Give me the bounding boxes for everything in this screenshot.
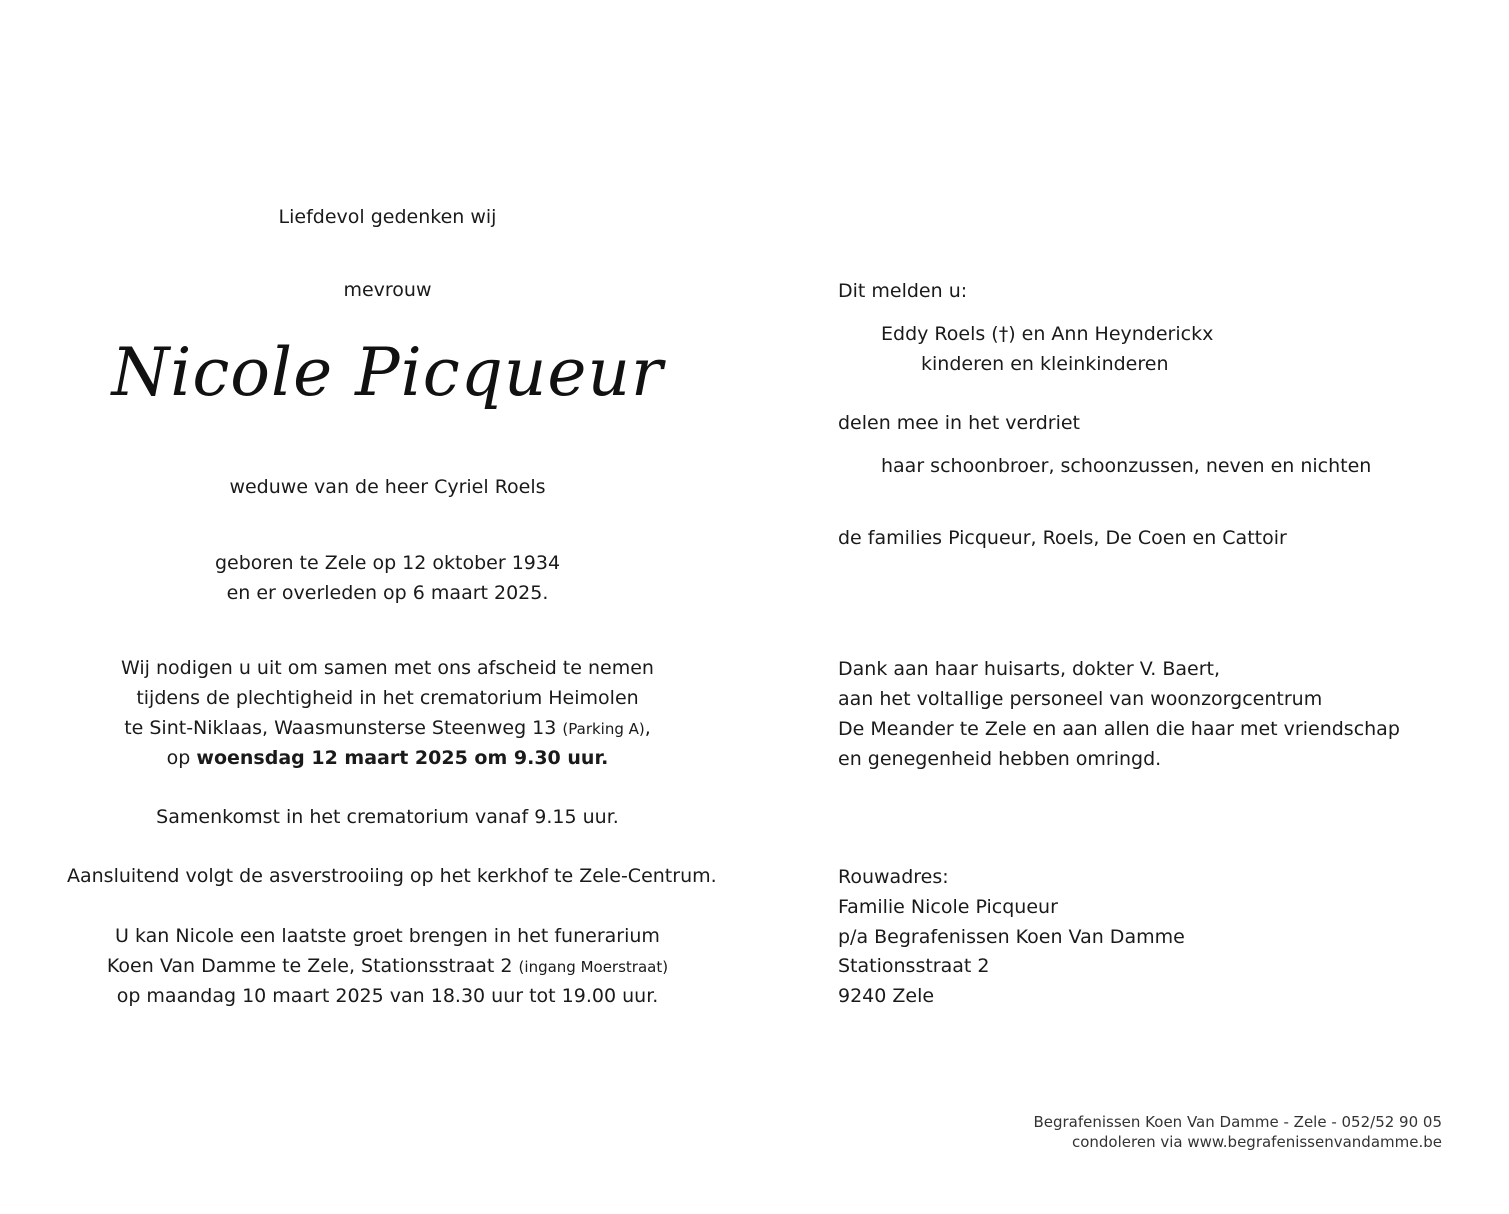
funeral-home-address: Koen Van Damme te Zele, Stationsstraat 2 xyxy=(106,955,519,977)
scattering-text: Aansluitend volgt de asverstrooiing op het kerkhof te Zele-Centrum. xyxy=(67,865,717,887)
visit-line-2 xyxy=(67,952,708,983)
visit-line-1: U kan Nicole een laatste groet brengen in het funerarium xyxy=(115,925,660,947)
invite-line-3 xyxy=(67,714,708,745)
thanks-line-2: aan het voltallige personeel van woonzorgcentrum xyxy=(838,688,1323,710)
invite-address: te Sint-Niklaas, Waasmunsterse Steenweg 13 xyxy=(124,717,563,739)
thanks-line-4: en genegenheid hebben omringd. xyxy=(838,748,1162,770)
intro-text: Liefdevol gedenken wij xyxy=(278,206,497,228)
address-line-1: Familie Nicole Picqueur xyxy=(838,896,1058,918)
parking-note: (Parking A) xyxy=(562,720,645,738)
deceased-name: Nicole Picqueur xyxy=(111,334,664,411)
invite-comma: , xyxy=(644,717,651,739)
announce-text: Dit melden u: xyxy=(838,280,968,302)
invite-line-4 xyxy=(67,744,708,774)
families-text: de families Picqueur, Roels, De Coen en Cattoir xyxy=(838,527,1287,549)
birth-text: geboren te Zele op 12 oktober 1934 xyxy=(214,552,561,574)
address-line-3: Stationsstraat 2 xyxy=(838,955,990,977)
thanks-line-1: Dank aan haar huisarts, dokter V. Baert, xyxy=(838,658,1221,680)
footer-condolence: condoleren via www.begrafenissenvandamme.be xyxy=(1071,1133,1442,1151)
entrance-note: (ingang Moerstraat) xyxy=(518,958,669,976)
salutation: mevrouw xyxy=(343,279,432,301)
footer-company: Begrafenissen Koen Van Damme - Zele - 052/52 90 05 xyxy=(1033,1113,1442,1131)
children-line-2: kinderen en kleinkinderen xyxy=(921,353,1169,375)
invite-line-2: tijdens de plechtigheid in het crematorium Heimolen xyxy=(136,687,639,709)
invite-line-1: Wij nodigen u uit om samen met ons afscheid te nemen xyxy=(121,657,654,679)
address-line-2: p/a Begrafenissen Koen Van Damme xyxy=(838,926,1185,948)
share-text: delen mee in het verdriet xyxy=(838,412,1081,434)
ceremony-date: woensdag 12 maart 2025 om 9.30 uur. xyxy=(196,747,609,769)
invite-date-prefix: op xyxy=(166,747,197,769)
children-line-1: Eddy Roels (†) en Ann Heynderickx xyxy=(881,323,1214,345)
spouse-text: weduwe van de heer Cyriel Roels xyxy=(229,476,546,498)
gathering-text: Samenkomst in het crematorium vanaf 9.15 uur. xyxy=(156,806,619,828)
address-line-4: 9240 Zele xyxy=(838,985,935,1007)
visit-line-3: op maandag 10 maart 2025 van 18.30 uur tot 19.00 uur. xyxy=(116,985,659,1007)
thanks-line-3: De Meander te Zele en aan allen die haar met vriendschap xyxy=(838,718,1400,740)
address-label: Rouwadres: xyxy=(838,866,949,888)
inlaws-text: haar schoonbroer, schoonzussen, neven en nichten xyxy=(881,455,1372,477)
death-text: en er overleden op 6 maart 2025. xyxy=(226,582,549,604)
